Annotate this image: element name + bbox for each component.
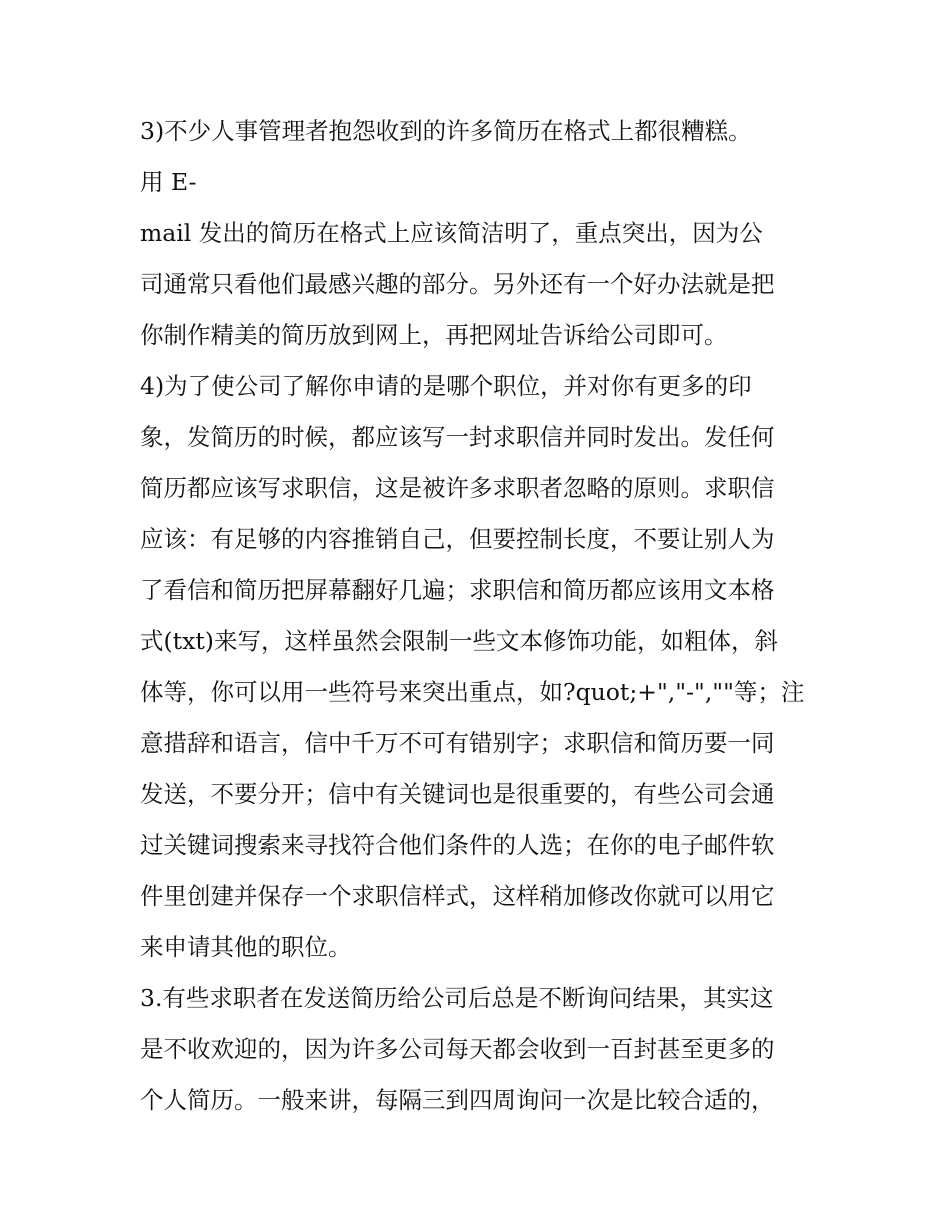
text-line: 应该：有足够的内容推销自己，但要控制长度，不要让别人为 [140, 525, 775, 553]
text-line: 3.有些求职者在发送简历给公司后总是不断询问结果，其实这 [140, 984, 774, 1012]
text-line: 是不收欢迎的，因为许多公司每天都会收到一百封甚至更多的 [140, 1035, 775, 1063]
text-line: 来申请其他的职位。 [140, 933, 352, 961]
text-line: mail 发出的简历在格式上应该简洁明了，重点突出，因为公 [140, 219, 763, 247]
text-line: 象，发简历的时候，都应该写一封求职信并同时发出。发任何 [140, 423, 775, 451]
text-line: 了看信和简历把屏幕翻好几遍；求职信和简历都应该用文本格 [140, 576, 775, 604]
text-line: 过关键词搜索来寻找符合他们条件的人选；在你的电子邮件软 [140, 831, 775, 859]
text-line: 用 E- [140, 168, 197, 196]
text-line: 4)为了使公司了解你申请的是哪个职位，并对你有更多的印 [140, 372, 752, 400]
text-line: 简历都应该写求职信，这是被许多求职者忽略的原则。求职信 [140, 474, 775, 502]
text-line: 体等，你可以用一些符号来突出重点，如?quot;+","-",""等；注 [140, 678, 805, 706]
text-line: 发送，不要分开；信中有关键词也是很重要的，有些公司会通 [140, 780, 775, 808]
text-line: 式(txt)来写，这样虽然会限制一些文本修饰功能，如粗体，斜 [140, 627, 778, 655]
text-line: 意措辞和语言，信中千万不可有错别字；求职信和简历要一同 [140, 729, 775, 757]
document-body [140, 106, 820, 1126]
text-line: 个人简历。一般来讲，每隔三到四周询问一次是比较合适的， [140, 1086, 775, 1114]
text-line: 3)不少人事管理者抱怨收到的许多简历在格式上都很糟糕。 [140, 117, 752, 145]
text-line: 件里创建并保存一个求职信样式，这样稍加修改你就可以用它 [140, 882, 775, 910]
text-line: 司通常只看他们最感兴趣的部分。另外还有一个好办法就是把 [140, 270, 775, 298]
text-line: 你制作精美的简历放到网上，再把网址告诉给公司即可。 [140, 321, 728, 349]
